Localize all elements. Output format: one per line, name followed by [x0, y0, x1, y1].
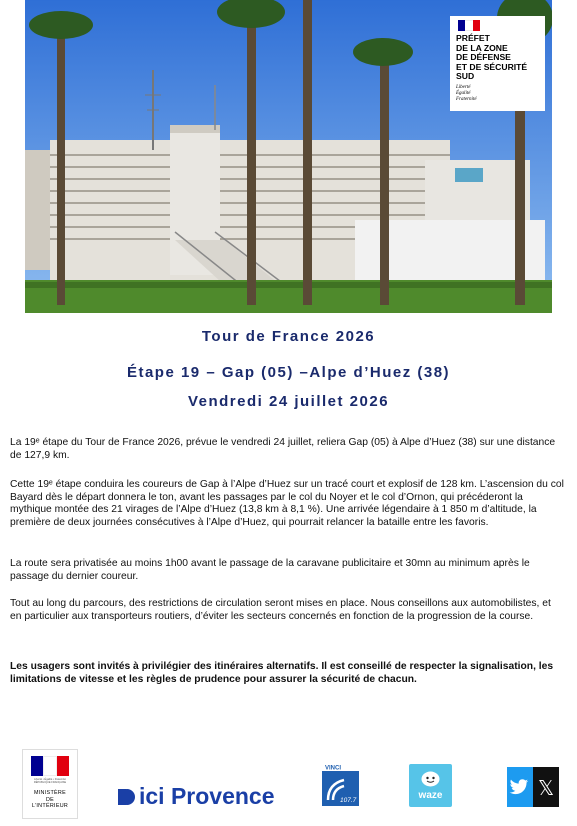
- stage-title: Étape 19 – Gap (05) –Alpe d’Huez (38): [126, 364, 451, 381]
- event-title: Tour de France 2026: [201, 328, 376, 345]
- twitter-bird-icon: [507, 767, 533, 807]
- waze-text: waze: [418, 790, 443, 801]
- ici-provence-logo: [118, 783, 275, 809]
- stage-date: Vendredi 24 juillet 2026: [187, 393, 390, 410]
- paragraph-intro: La 19ᵉ étape du Tour de France 2026, prévue le vendredi 24 juillet, reliera Gap (05) à Alpe d’Huez (38) sur une distance de 127,9 km.: [10, 437, 556, 461]
- twitter-logo[interactable]: [507, 767, 533, 807]
- prefet-title: PRÉFET DE LA ZONE DE DÉFENSE ET DE SÉCURITÉ SUD: [456, 33, 528, 82]
- vinci-radio-icon: [322, 762, 359, 806]
- marianne-flag-icon: [31, 756, 69, 776]
- ici-mark-icon: [118, 786, 136, 806]
- x-logo[interactable]: [533, 767, 559, 807]
- vinci-autoroutes-radio-logo: [322, 762, 359, 806]
- ministere-name: MINISTÈRE DE L’INTÉRIEUR: [31, 790, 69, 810]
- ministere-interieur-logo: [22, 749, 78, 819]
- paragraph-restrictions: Tout au long du parcours, des restrictions de circulation seront mises en place. Nous conseillons aux automobilistes, et en particulier aux transporteurs routiers, d’éviter les secteurs concernés en fonction de la progression de la course.: [10, 598, 551, 622]
- ministere-motto: Liberté • Égalité • Fraternité RÉPUBLIQUE FRANÇAISE: [33, 778, 67, 784]
- paragraph-route: Cette 19ᵉ étape conduira les coureurs de Gap à l’Alpe d’Huez sur un tracé court et explosif de 128 km. L’ascension du col Bayard dès le départ donnera le ton, avant les passages par le col du Noyer et le col d’Ornon, qui précéderont la mythique montée des 21 virages de l’Alpe d’Huez (13,8 km à 8,1 %). Une arrivée légendaire à 1 850 m d’altitude, la première de deux journées consécutives à l’Alpe d’Huez, qui pourrait relancer la bataille entre les favoris.: [10, 479, 564, 528]
- ici-provence-text: ici Provence: [139, 783, 275, 809]
- republic-flag-icon: [458, 20, 480, 31]
- republic-motto: Liberté Égalité Fraternité: [456, 84, 477, 102]
- paragraph-advice: Les usagers sont invités à privilégier des itinéraires alternatifs. Il est conseillé de respecter la signalisation, les limitations de vitesse et les règles de prudence pour assurer la sécurité de chacun.: [10, 661, 554, 685]
- vinci-frequency: 107.7: [340, 797, 357, 804]
- waze-logo: [409, 764, 452, 807]
- vinci-brand: VINCI: [325, 765, 342, 772]
- paragraph-privatisation: La route sera privatisée au moins 1h00 avant le passage de la caravane publicitaire et 30mn au minimum après le passage du dernier coureur.: [10, 558, 530, 582]
- x-icon: 𝕏: [537, 776, 555, 800]
- prefet-badge: [450, 16, 545, 111]
- hero-photo: [25, 0, 552, 313]
